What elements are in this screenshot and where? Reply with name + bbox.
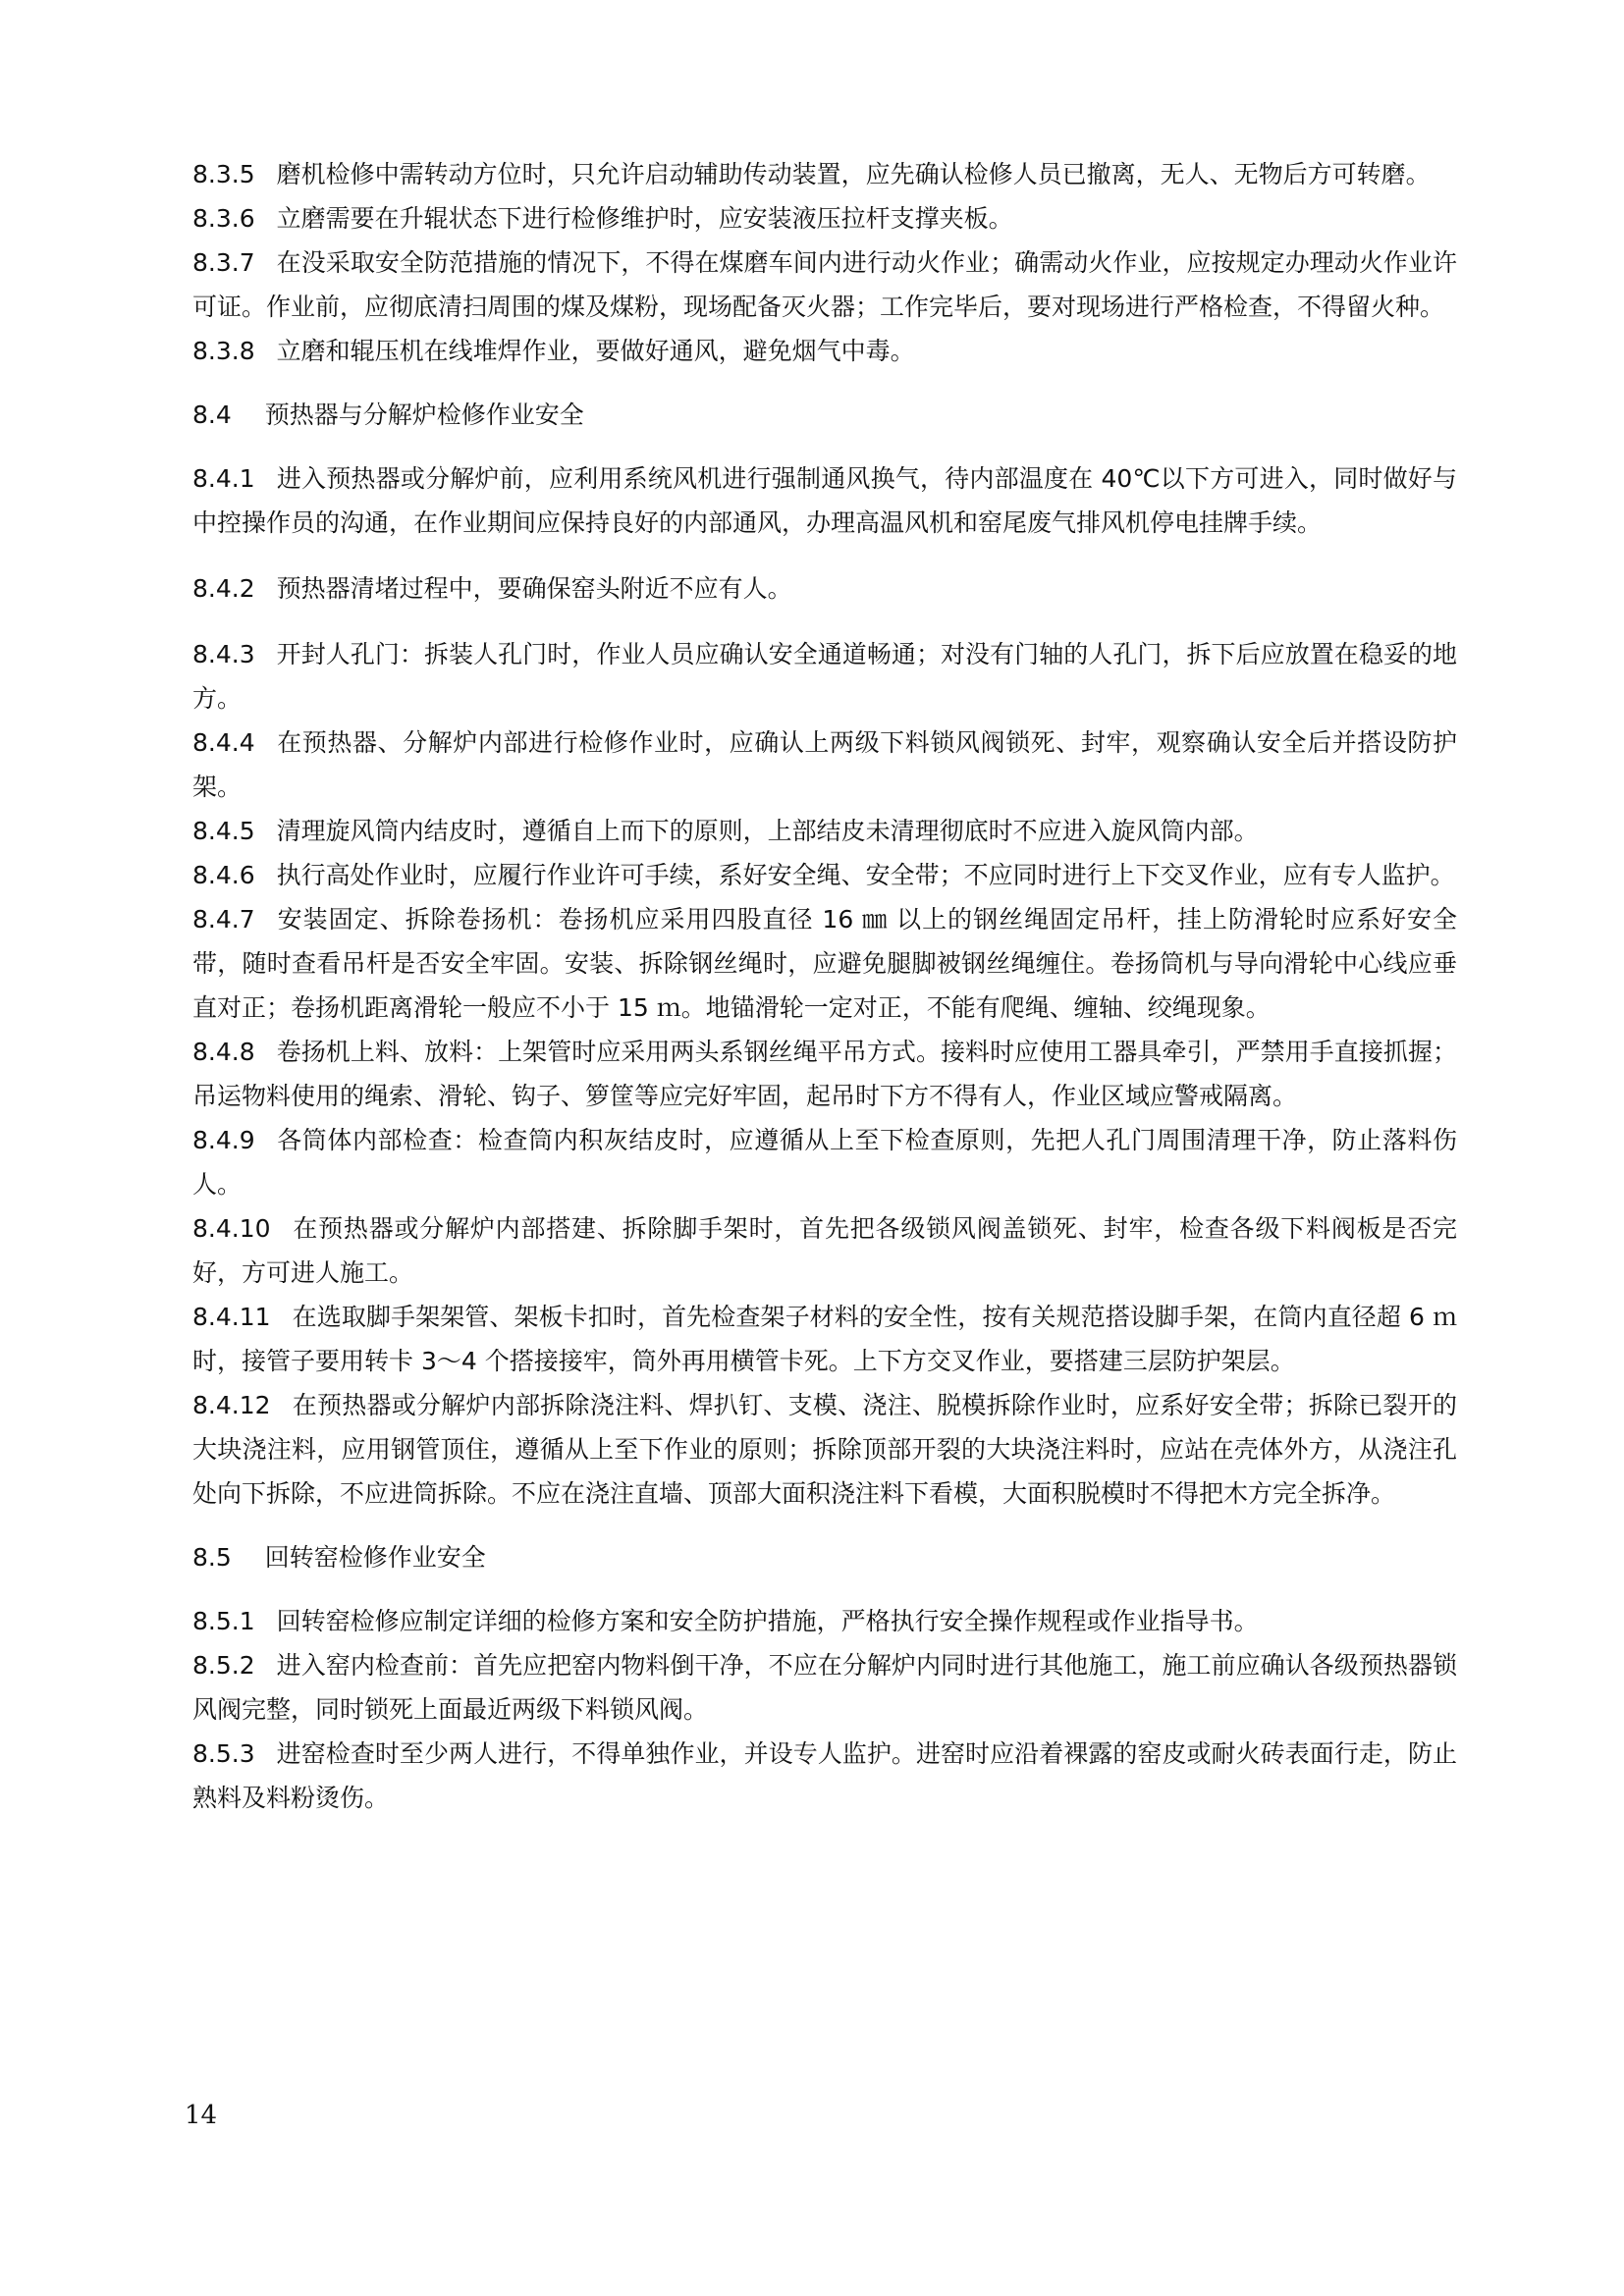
clause-8-5-3 [192,1732,1457,1820]
clause-text: 各筒体内部检查：检查筒内积灰结皮时，应遵循从上至下检查原则，先把人孔门周围清理干净，防止落料伤人。 [192,1126,1457,1199]
clause-number: 8.3.6 [192,204,255,233]
clause-number: 8.4.4 [192,728,255,757]
clause-8-3-7 [192,240,1457,329]
section-number: 8.5 [192,1543,232,1572]
clause-number: 8.4.1 [192,464,255,493]
clause-8-4-2 [192,566,1457,611]
clause-8-3-5 [192,152,1457,196]
clause-number: 8.4.9 [192,1126,255,1154]
section-title: 回转窑检修作业安全 [264,1543,486,1572]
clause-number: 8.4.7 [192,905,255,934]
clause-number: 8.4.2 [192,574,255,603]
clause-number: 8.5.1 [192,1607,255,1635]
clause-text: 在预热器或分解炉内部搭建、拆除脚手架时，首先把各级锁风阀盖锁死、封牢，检查各级下料阀板是否完好，方可进人施工。 [192,1214,1457,1287]
clause-text: 执行高处作业时，应履行作业许可手续，系好安全绳、安全带；不应同时进行上下交叉作业，应有专人监护。 [276,861,1455,889]
clause-text: 回转窑检修应制定详细的检修方案和安全防护措施，严格执行安全操作规程或作业指导书。 [276,1607,1259,1635]
clause-text: 预热器清堵过程中，要确保窑头附近不应有人。 [276,574,792,603]
clause-number: 8.3.8 [192,337,255,365]
clause-number: 8.4.3 [192,640,255,668]
page-number: 14 [185,2101,218,2130]
clause-8-4-12 [192,1383,1457,1516]
clause-text: 在预热器或分解炉内部拆除浇注料、焊扒钉、支模、浇注、脱模拆除作业时，应系好安全带；拆除已裂开的大块浇注料，应用钢管顶住，遵循从上至下作业的原则；拆除顶部开裂的大块浇注料时，应站在壳体外方，从浇注孔处向下拆除，不应进筒拆除。不应在浇注直墙、顶部大面积浇注料下看模，大面积脱模时不得把木方完全拆净。 [192,1391,1457,1508]
clause-text: 进窑检查时至少两人进行，不得单独作业，并设专人监护。进窑时应沿着裸露的窑皮或耐火砖表面行走，防止熟料及料粉烫伤。 [192,1739,1457,1812]
clause-text: 安装固定、拆除卷扬机：卷扬机应采用四股直径 16 ㎜ 以上的钢丝绳固定吊杆，挂上防滑轮时应系好安全带，随时查看吊杆是否安全牢固。安装、拆除钢丝绳时，应避免腿脚被钢丝绳缠住。卷扬筒机与导向滑轮中心线应垂直对正；卷扬机距离滑轮一般应不小于 15 ｍ。地锚滑轮一定对正，不能有爬绳、缠轴、绞绳现象。 [192,905,1457,1022]
clause-8-4-1 [192,456,1457,545]
clause-number: 8.5.2 [192,1651,255,1680]
clause-text: 卷扬机上料、放料：上架管时应采用两头系钢丝绳平吊方式。接料时应使用工器具牵引，严禁用手直接抓握；吊运物料使用的绳索、滑轮、钩子、箩筐等应完好牢固，起吊时下方不得有人，作业区域应警戒隔离。 [192,1038,1457,1110]
section-heading-8-4 [192,393,1457,437]
section-title: 预热器与分解炉检修作业安全 [264,400,584,429]
clause-8-3-6 [192,196,1457,240]
clause-8-4-4 [192,721,1457,809]
clause-text: 进入窑内检查前：首先应把窑内物料倒干净，不应在分解炉内同时进行其他施工，施工前应确认各级预热器锁风阀完整，同时锁死上面最近两级下料锁风阀。 [192,1651,1457,1724]
clause-8-4-10 [192,1206,1457,1295]
clause-8-4-3 [192,632,1457,721]
clause-number: 8.4.5 [192,817,255,845]
clause-number: 8.5.3 [192,1739,255,1768]
clause-8-4-9 [192,1118,1457,1206]
section-number: 8.4 [192,400,232,429]
clause-8-4-5 [192,809,1457,853]
clause-text: 立磨和辊压机在线堆焊作业，要做好通风，避免烟气中毒。 [276,337,915,365]
clause-text: 立磨需要在升辊状态下进行检修维护时，应安装液压拉杆支撑夹板。 [276,204,1013,233]
clause-8-4-11 [192,1295,1457,1383]
clause-8-3-8 [192,329,1457,373]
clause-number: 8.4.12 [192,1391,271,1419]
clause-text: 进入预热器或分解炉前，应利用系统风机进行强制通风换气，待内部温度在 40℃以下方可进入，同时做好与中控操作员的沟通，在作业期间应保持良好的内部通风，办理高温风机和窑尾废气排风机停电挂牌手续。 [192,464,1457,537]
clause-number: 8.4.10 [192,1214,271,1243]
clause-number: 8.3.7 [192,248,255,277]
section-heading-8-5 [192,1535,1457,1579]
clause-8-4-7 [192,897,1457,1030]
clause-8-4-6 [192,853,1457,897]
clause-number: 8.4.8 [192,1038,255,1066]
clause-text: 在预热器、分解炉内部进行检修作业时，应确认上两级下料锁风阀锁死、封牢，观察确认安全后并搭设防护架。 [192,728,1457,801]
clause-number: 8.4.11 [192,1303,271,1331]
clause-text: 磨机检修中需转动方位时，只允许启动辅助传动装置，应先确认检修人员已撤离，无人、无物后方可转磨。 [276,160,1431,188]
clause-8-5-1 [192,1599,1457,1643]
clause-text: 清理旋风筒内结皮时，遵循自上而下的原则，上部结皮未清理彻底时不应进入旋风筒内部。 [276,817,1259,845]
clause-text: 在没采取安全防范措施的情况下，不得在煤磨车间内进行动火作业；确需动火作业，应按规定办理动火作业许可证。作业前，应彻底清扫周围的煤及煤粉，现场配备灭火器；工作完毕后，要对现场进行严格检查，不得留火种。 [192,248,1457,321]
clause-number: 8.3.5 [192,160,255,188]
clause-text: 在选取脚手架架管、架板卡扣时，首先检查架子材料的安全性，按有关规范搭设脚手架，在筒内直径超 6 ｍ 时，接管子要用转卡 3～4 个搭接接牢，筒外再用横管卡死。上下方交叉作业，要搭建三层防护架层。 [192,1303,1457,1375]
clause-8-4-8 [192,1030,1457,1118]
document-body [192,152,1457,1820]
clause-text: 开封人孔门：拆装人孔门时，作业人员应确认安全通道畅通；对没有门轴的人孔门，拆下后应放置在稳妥的地方。 [192,640,1457,713]
clause-number: 8.4.6 [192,861,255,889]
clause-8-5-2 [192,1643,1457,1732]
